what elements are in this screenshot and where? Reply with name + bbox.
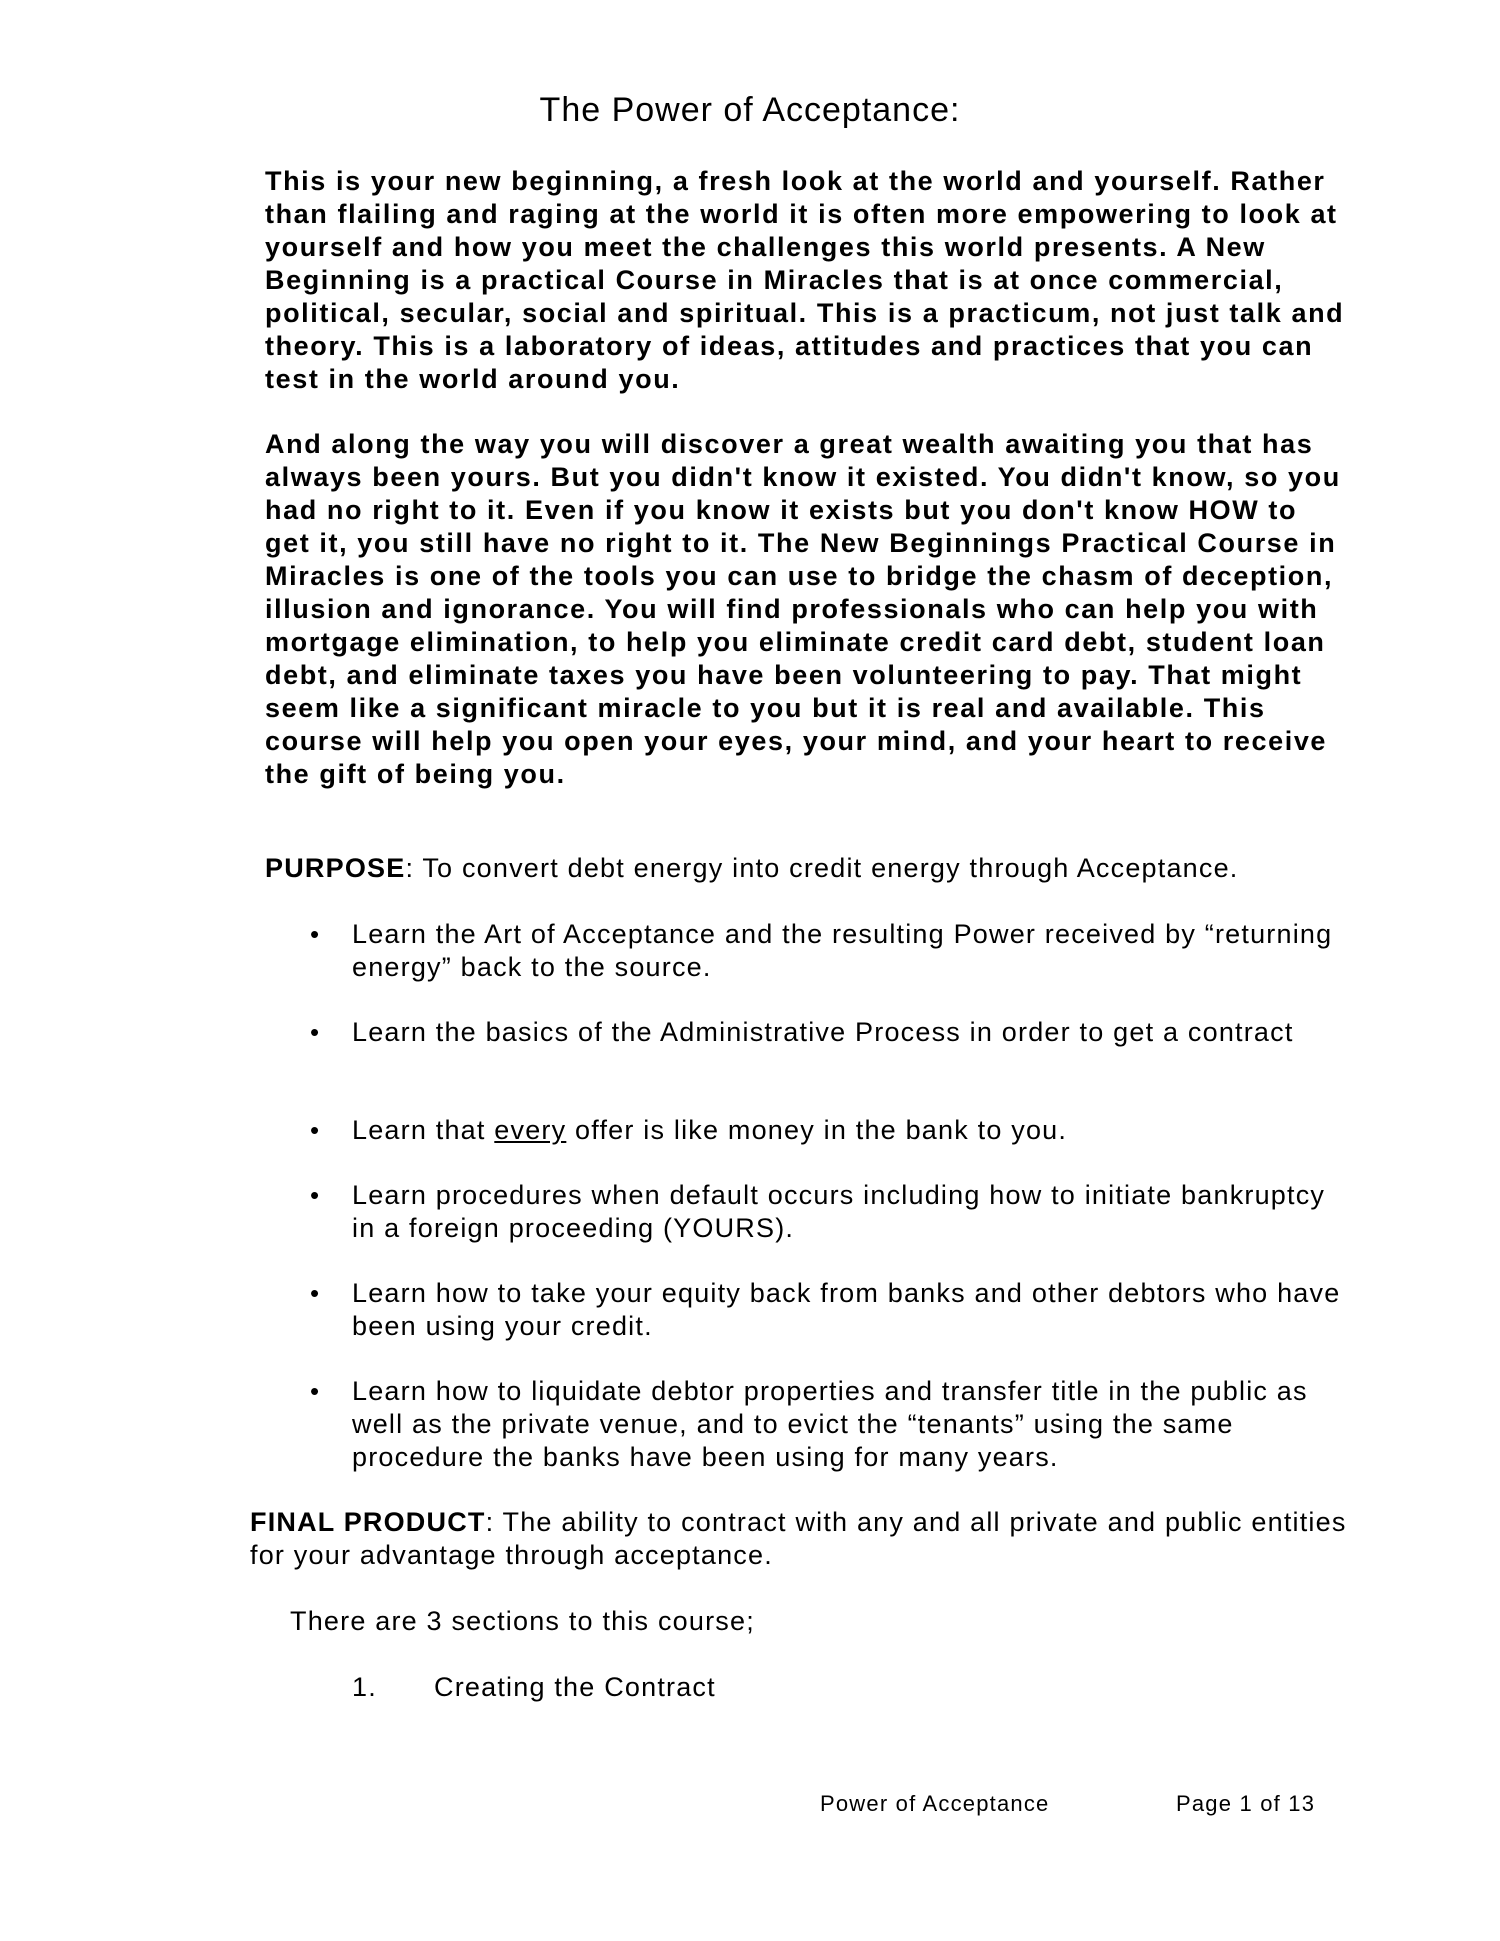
bullet-icon: • xyxy=(310,1376,321,1406)
list-item xyxy=(310,1375,1352,1474)
bullet-icon: • xyxy=(310,919,321,949)
list-item xyxy=(310,1114,1352,1147)
list-item-text: Learn how to liquidate debtor properties and transfer title in the public as well as the private venue, and to evict the “tenants” using the same procedure the banks have been using for many years. xyxy=(352,1376,1308,1472)
section-label: Creating the Contract xyxy=(434,1672,716,1702)
section-item xyxy=(352,1671,1252,1704)
list-item xyxy=(310,1179,1352,1245)
bullet-icon: • xyxy=(310,1278,321,1308)
list-item xyxy=(310,1277,1352,1343)
footer-document-name: Power of Acceptance xyxy=(820,1791,1050,1816)
purpose-statement xyxy=(265,852,1365,885)
bullet-icon: • xyxy=(310,1180,321,1210)
page-title: The Power of Acceptance: xyxy=(539,91,961,129)
final-product-label: FINAL PRODUCT xyxy=(250,1507,486,1537)
list-item xyxy=(310,1016,1352,1049)
underlined-word: every xyxy=(494,1115,567,1145)
list-item-text: Learn procedures when default occurs including how to initiate bankruptcy in a foreign proceeding (YOURS). xyxy=(352,1180,1326,1243)
intro-paragraph: This is your new beginning, a fresh look at the world and yourself. Rather than flailing and raging at the world it is often more empowering to look at yourself and how you meet the challenges this world presents. A New Beginning is a practical Course in Miracles that is at once commercial, political, secular, social and spiritual. This is a practicum, not just talk and theory. This is a laboratory of ideas, attitudes and practices that you can test in the world around you. xyxy=(265,166,1345,394)
list-item-text-after: offer is like money in the bank to you. xyxy=(566,1115,1068,1145)
bullet-icon: • xyxy=(310,1115,321,1145)
purpose-text: : To convert debt energy into credit energy through Acceptance. xyxy=(405,853,1239,883)
purpose-label: PURPOSE xyxy=(265,853,406,883)
sections-intro: There are 3 sections to this course; xyxy=(290,1606,755,1636)
wealth-paragraph: And along the way you will discover a great wealth awaiting you that has always been yours. But you didn't know it existed. You didn't know, so you had no right to it. Even if you know it exists but you don't know HOW to get it, you still have no right to it. The New Beginnings Practical Course in Miracles is one of the tools you can use to bridge the chasm of deception, illusion and ignorance. You will find professionals who can help you with mortgage elimination, to help you eliminate credit card debt, student loan debt, and eliminate taxes you have been volunteering to pay. That might seem like a significant miracle to you but it is real and available. This course will help you open your eyes, your mind, and your heart to receive the gift of being you. xyxy=(265,429,1341,789)
bullet-icon: • xyxy=(310,1017,321,1047)
list-item-text: Learn how to take your equity back from banks and other debtors who have been using your credit. xyxy=(352,1278,1341,1341)
section-number: 1. xyxy=(352,1672,377,1702)
final-product-statement xyxy=(250,1506,1350,1572)
list-item-text: Learn the basics of the Administrative Process in order to get a contract xyxy=(352,1017,1294,1047)
footer-page-number: Page 1 of 13 xyxy=(1176,1791,1316,1816)
list-item xyxy=(310,918,1352,984)
list-item-text-before: Learn that xyxy=(352,1115,495,1145)
list-item-text: Learn the Art of Acceptance and the resulting Power received by “returning energy” back to the source. xyxy=(352,919,1333,982)
final-product-text: : The ability to contract with any and all private and public entities for your advantage through acceptance. xyxy=(250,1507,1347,1570)
